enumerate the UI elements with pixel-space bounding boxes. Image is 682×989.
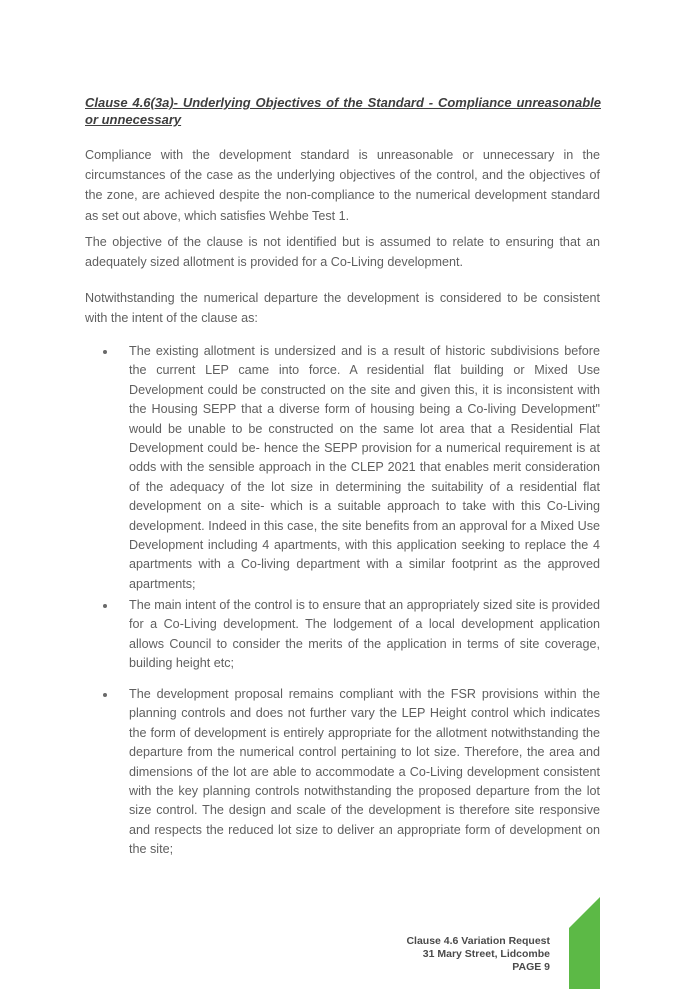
paragraph-compliance: Compliance with the development standard is unreasonable or unnecessary in the circumstances of the case as the underlying objectives of the control, and the objectives of the zone, are achieved despite the non-compliance to the numerical development standard as set out above, which satisfies Wehbe Test 1. [85,148,600,223]
green-corner-tab-icon [569,897,600,989]
bullet-text: The existing allotment is undersized and is a result of historic subdivisions before the current LEP came into force. A residential flat building or Mixed Use Development could be constructed on the site and given this, it is inconsistent with the Housing SEPP that a diverse form of housing being a Co-living Development" would be unable to be constructed on the same lot area that a Residential Flat Development could be- hence the SEPP provision for a numerical requirement is at odds with the sensible approach in the CLEP 2021 that enables merit consideration of the adequacy of the lot size in determining the suitability of a residential flat development on a site- which is a suitable approach to take with this Co-Living development. Indeed in this case, the site benefits from an approval for a Mixed Use Development including 4 apartments, with this application seeking to replace the 4 apartments with a Co-living department with a similar footprint as the approved apartments; [129,344,600,591]
footer-document-title: Clause 4.6 Variation Request [406,935,550,947]
paragraph-objective: The objective of the clause is not identified but is assumed to relate to ensuring that an adequately sized allotment is provided for a Co-Living development. [85,235,600,270]
bullet-dot-icon [103,604,107,608]
bullet-text: The main intent of the control is to ensure that an appropriately sized site is provided for a Co-Living development. The lodgement of a local development application allows Council to consider the merits of the application in terms of site coverage, building height etc; [129,598,600,671]
footer-address: 31 Mary Street, Lidcombe [422,948,550,960]
paragraph-notwithstanding: Notwithstanding the numerical departure the development is considered to be consistent with the intent of the clause as: [85,291,600,326]
section-heading: Clause 4.6(3a)- Underlying Objectives of the Standard - Compliance unreasonable or unnecessary [85,95,601,127]
footer-page-number: PAGE 9 [512,961,550,973]
bullet-text: The development proposal remains compliant with the FSR provisions within the planning controls and does not further vary the LEP Height control which indicates the form of development is entirely appropriate for the allotment notwithstanding the departure from the numerical control pertaining to lot size. Therefore, the area and dimensions of the lot are able to accommodate a Co-Living development consistent with the key planning controls notwithstanding the proposed departure from the lot size control. The design and scale of the development is therefore site responsive and respects the reduced lot size to deliver an appropriate form of development on the site; [129,687,600,857]
bullet-dot-icon [103,693,107,697]
page-footer [406,935,550,974]
bullet-dot-icon [103,350,107,354]
